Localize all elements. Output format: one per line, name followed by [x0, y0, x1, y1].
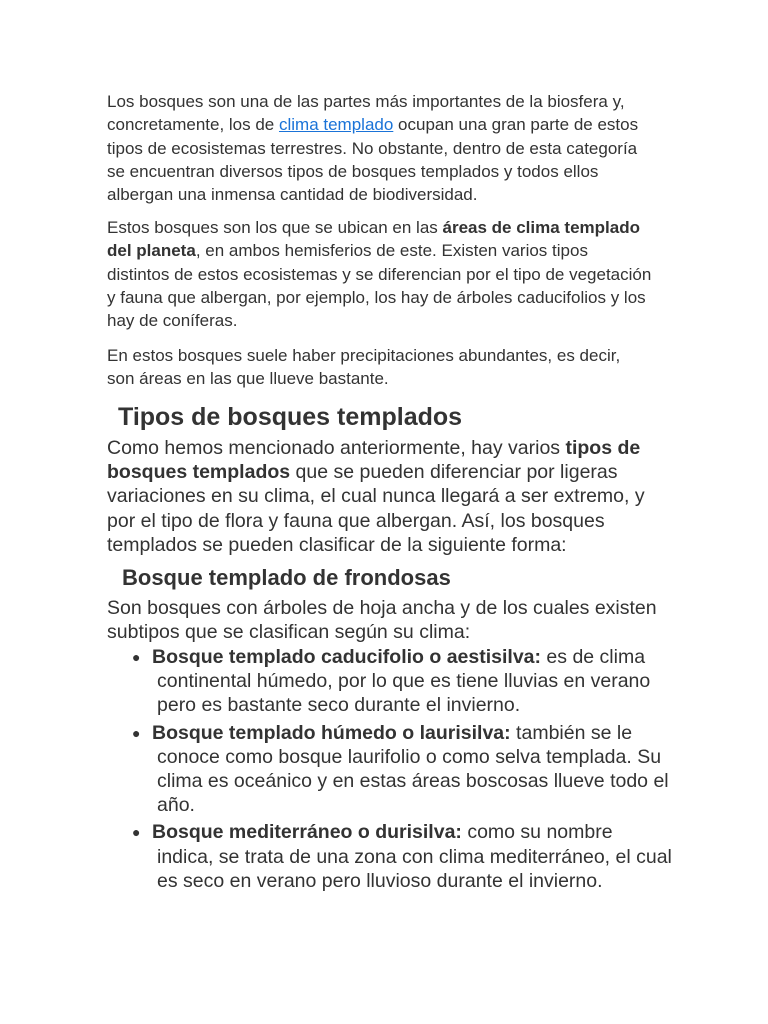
intro-text: ocupan una gran parte de estos tipos de ecosistemas terrestres. No obstante, dentro de esta categoría se encuentran diversos tipos de bosques templados y todos ellos albergan una inmensa cantidad de biodiversidad.	[107, 115, 639, 205]
intro-paragraph-3: En estos bosques suele haber precipitaciones abundantes, es decir, son áreas en las que llueve bastante.	[107, 346, 621, 389]
list-item-first-line	[152, 645, 672, 669]
list-item-title: Bosque templado caducifolio o aestisilva:	[152, 646, 542, 668]
bullet-icon: ●	[132, 724, 141, 741]
list-item-text: continental húmedo, por lo que es tiene lluvias en verano pero es bastante seco durante el invierno.	[157, 670, 651, 717]
tipos-text: Como hemos mencionado anteriormente, hay varios	[107, 437, 566, 459]
list-item-first-line	[152, 820, 672, 844]
tipos-paragraph	[107, 436, 667, 557]
list-item-text: conoce como bosque laurifolio o como selva templada. Su clima es oceánico y en estas áreas boscosas llueve todo el año.	[157, 745, 669, 817]
list-item-first-line	[152, 721, 672, 745]
list-item-text: también se le	[510, 721, 633, 744]
list-item	[132, 820, 672, 893]
section-heading-frondosas: Bosque templado de frondosas	[122, 565, 451, 590]
list-item-text: como su nombre	[461, 821, 613, 844]
tipos-text: que se pueden diferenciar por ligeras variaciones en su clima, el cual nunca llegará a ser extremo, y por el tipo de flora y fauna que albergan. Así, los bosques templados se pueden clasificar de la siguiente forma:	[107, 461, 645, 556]
frondosas-paragraph: Son bosques con árboles de hoja ancha y de los cuales existen subtipos que se clasifican según su clima:	[107, 597, 657, 644]
intro-text: , en ambos hemisferios de este. Existen varios tipos distintos de estos ecosistemas y se diferencian por el tipo de vegetación y fauna que albergan, por ejemplo, los hay de árboles caducifolios y los hay de coníferas.	[107, 241, 652, 331]
list-item-text: es de clima	[541, 646, 646, 668]
list-item	[132, 721, 672, 818]
intro-bold-text: áreas de clima templado del planeta	[107, 218, 640, 261]
list-item-title: Bosque templado húmedo o laurisilva:	[152, 721, 511, 744]
bullet-icon: ●	[132, 649, 141, 665]
intro-paragraph-2	[107, 216, 652, 332]
list-item	[132, 645, 672, 718]
list-item-text: indica, se trata de una zona con clima mediterráneo, el cual es seco en verano pero lluvioso durante el invierno.	[157, 845, 672, 892]
section-heading-tipos: Tipos de bosques templados	[118, 403, 463, 431]
list-item-title: Bosque mediterráneo o durisilva:	[152, 821, 462, 844]
tipos-bold-text: tipos de bosques templados	[107, 437, 641, 484]
intro-paragraph-1	[107, 90, 652, 206]
clima-templado-link[interactable]: clima templado	[278, 115, 394, 135]
intro-text: Los bosques son una de las partes más importantes de la biosfera y, concretamente, los de	[107, 92, 625, 135]
intro-text: Estos bosques son los que se ubican en las	[107, 218, 443, 237]
bullet-icon: ●	[132, 824, 141, 841]
forest-types-list	[132, 645, 672, 896]
